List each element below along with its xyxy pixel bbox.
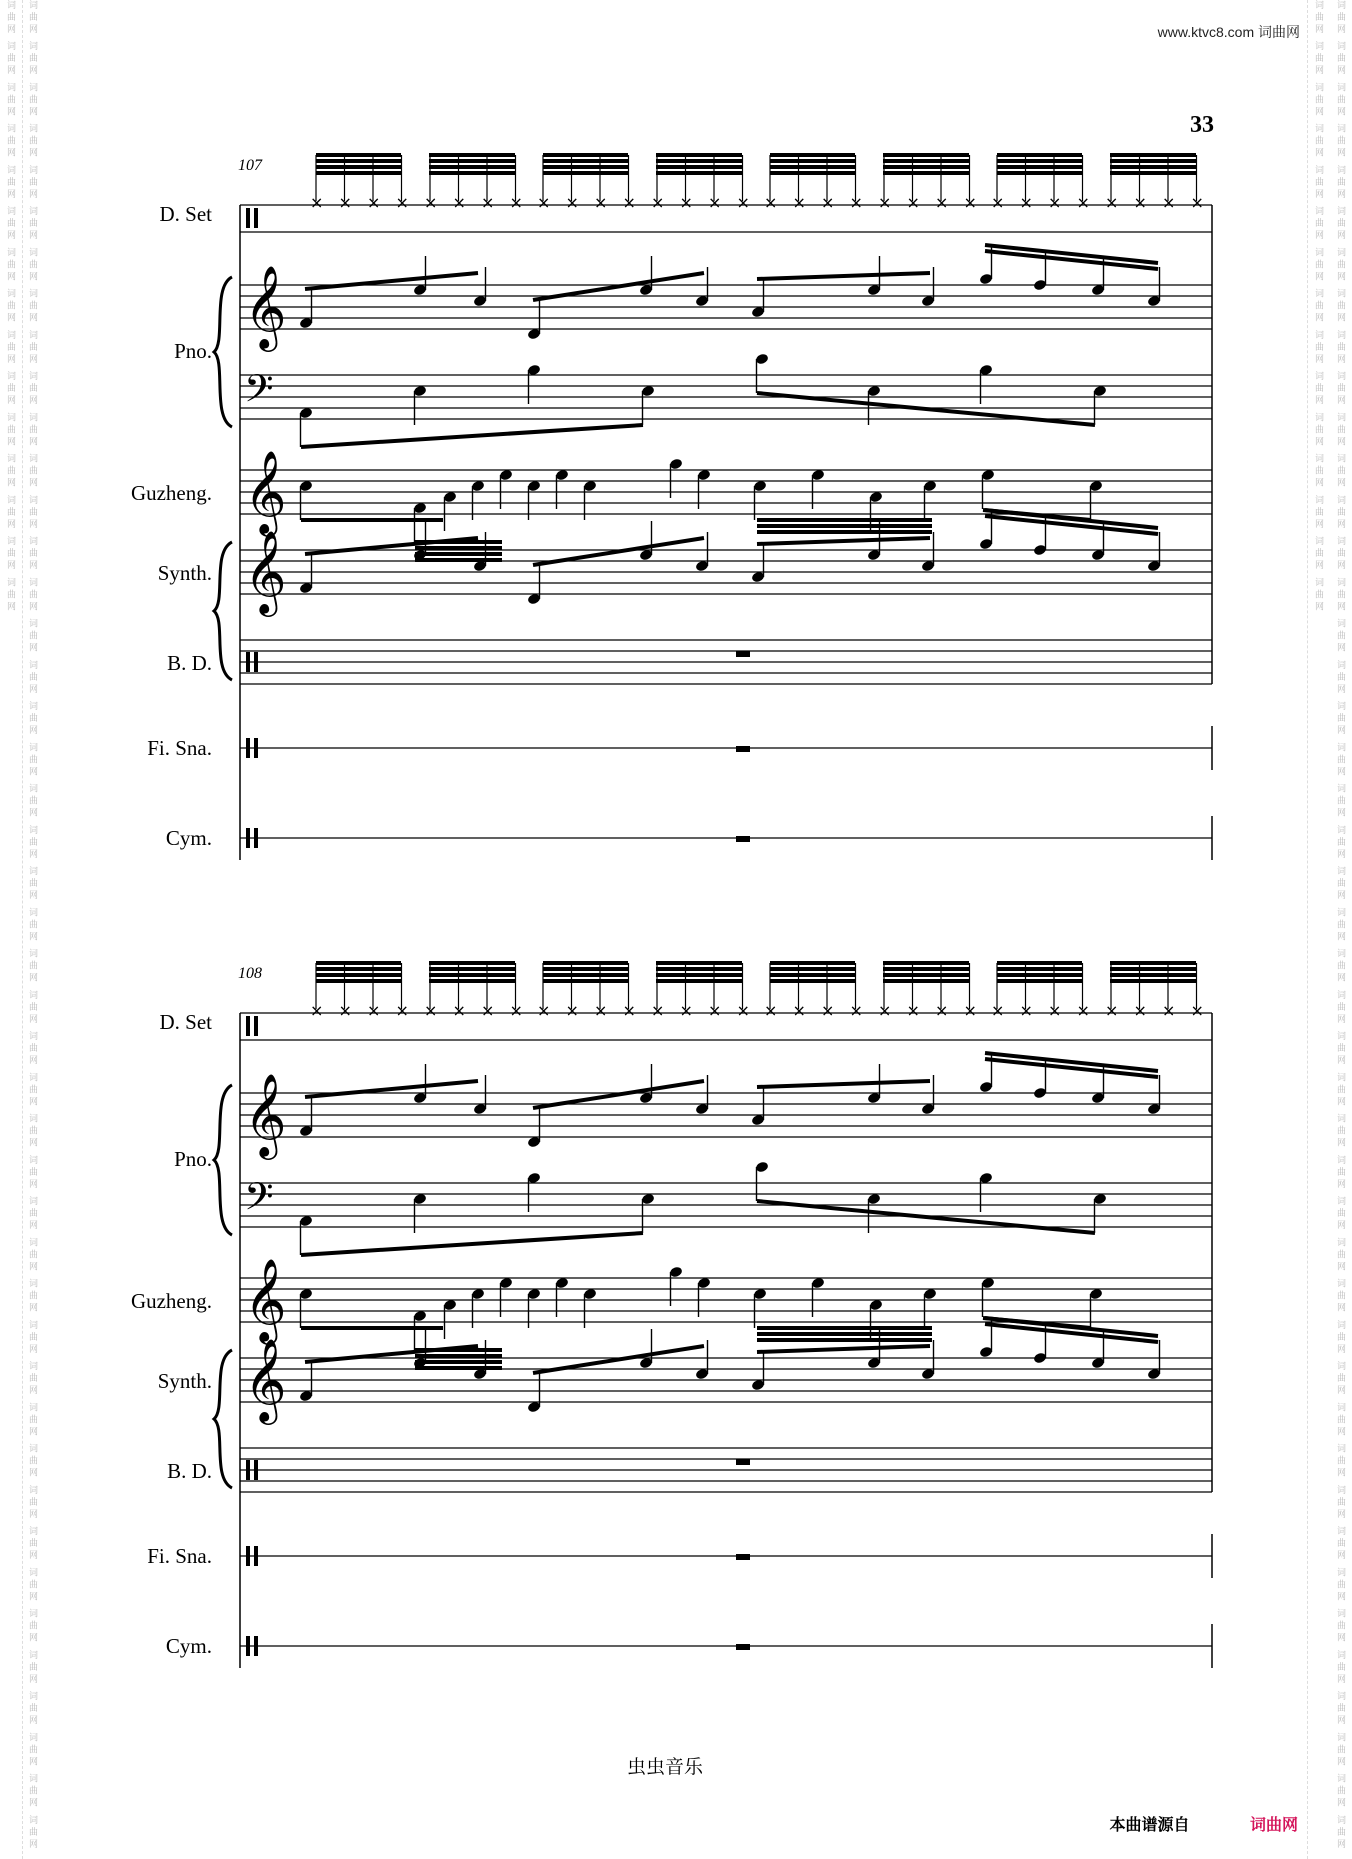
instrument-label: B. D. — [167, 651, 212, 675]
percussion-clef — [254, 828, 258, 848]
bass-clef: 𝄢 — [244, 1174, 274, 1228]
hihat-x: × — [991, 1001, 1005, 1020]
percussion-clef — [246, 1460, 250, 1480]
hihat-x: × — [1105, 193, 1119, 212]
percussion-clef — [246, 738, 250, 758]
hihat-x: × — [1048, 193, 1062, 212]
hihat-x: × — [1019, 193, 1033, 212]
hihat-x: × — [792, 193, 806, 212]
hihat-x: × — [1133, 193, 1147, 212]
bass-clef: 𝄢 — [244, 366, 274, 420]
system-2 — [131, 963, 1212, 1668]
hihat-x: × — [395, 1001, 409, 1020]
percussion-clef — [246, 652, 250, 672]
instrument-label: Fi. Sna. — [147, 736, 212, 760]
hihat-x: × — [906, 193, 920, 212]
instrument-label: Fi. Sna. — [147, 1544, 212, 1568]
hihat-x: × — [878, 1001, 892, 1020]
instrument-label: D. Set — [159, 1010, 212, 1034]
hihat-x: × — [651, 193, 665, 212]
publisher-footer: 虫虫音乐 — [626, 1757, 703, 1778]
beam — [757, 1081, 930, 1087]
hihat-x: × — [821, 193, 835, 212]
system-1 — [131, 155, 1212, 860]
treble-clef: 𝄞 — [244, 1072, 287, 1156]
hihat-x: × — [935, 193, 949, 212]
hihat-x: × — [1105, 1001, 1119, 1020]
whole-rest — [736, 1644, 750, 1650]
treble-clef: 𝄞 — [244, 1337, 287, 1421]
beam — [757, 393, 1095, 425]
treble-clef: 𝄞 — [244, 449, 287, 533]
hihat-x: × — [622, 1001, 636, 1020]
instrument-label: B. D. — [167, 1459, 212, 1483]
hihat-x: × — [1076, 193, 1090, 212]
hihat-x: × — [1190, 193, 1204, 212]
hihat-x: × — [338, 193, 352, 212]
measure-number: 107 — [238, 157, 262, 174]
percussion-clef — [254, 1636, 258, 1656]
hihat-x: × — [565, 193, 579, 212]
credit-site: 词曲网 — [1249, 1817, 1298, 1834]
beam — [305, 273, 478, 289]
hihat-x: × — [395, 193, 409, 212]
hihat-x: × — [963, 1001, 977, 1020]
whole-rest — [736, 1554, 750, 1560]
hihat-x: × — [338, 1001, 352, 1020]
hihat-x: × — [537, 1001, 551, 1020]
instrument-label: Guzheng. — [130, 481, 212, 505]
whole-rest — [736, 651, 750, 657]
hihat-x: × — [509, 1001, 523, 1020]
instrument-label: Cym. — [165, 826, 212, 850]
hihat-x: × — [651, 1001, 665, 1020]
beam — [757, 538, 930, 544]
instrument-label: D. Set — [159, 202, 212, 226]
instrument-label: Synth. — [157, 1369, 212, 1393]
beam — [757, 1346, 930, 1352]
hihat-x: × — [792, 1001, 806, 1020]
percussion-clef — [254, 738, 258, 758]
hihat-x: × — [849, 1001, 863, 1020]
whole-rest — [736, 746, 750, 752]
hihat-x: × — [452, 193, 466, 212]
brace — [214, 542, 232, 680]
percussion-clef — [254, 652, 258, 672]
hihat-x: × — [424, 1001, 438, 1020]
hihat-x: × — [991, 193, 1005, 212]
hihat-x: × — [452, 1001, 466, 1020]
hihat-x: × — [963, 193, 977, 212]
credit — [1110, 1812, 1298, 1835]
hihat-x: × — [1133, 1001, 1147, 1020]
hihat-x: × — [708, 193, 722, 212]
hihat-x: × — [310, 1001, 324, 1020]
hihat-x: × — [594, 1001, 608, 1020]
hihat-x: × — [622, 193, 636, 212]
hihat-x: × — [1048, 1001, 1062, 1020]
hihat-x: × — [367, 1001, 381, 1020]
percussion-clef — [246, 1016, 250, 1036]
brace — [214, 1350, 232, 1488]
hihat-x: × — [1162, 1001, 1176, 1020]
site-url: www.ktvc8.com 词曲网 — [1157, 24, 1300, 40]
percussion-clef — [246, 208, 250, 228]
percussion-clef — [246, 1636, 250, 1656]
treble-clef: 𝄞 — [244, 529, 287, 613]
hihat-x: × — [367, 193, 381, 212]
percussion-clef — [246, 1546, 250, 1566]
hihat-x: × — [764, 193, 778, 212]
hihat-x: × — [679, 193, 693, 212]
instrument-label: Synth. — [157, 561, 212, 585]
beam — [301, 1233, 643, 1255]
credit-prefix: 本曲谱源自 — [1109, 1817, 1190, 1834]
beam — [305, 1081, 478, 1097]
hihat-x: × — [906, 1001, 920, 1020]
instrument-label: Cym. — [165, 1634, 212, 1658]
percussion-clef — [246, 828, 250, 848]
hihat-x: × — [1190, 1001, 1204, 1020]
hihat-x: × — [594, 193, 608, 212]
measure-number: 108 — [238, 965, 262, 982]
hihat-x: × — [565, 1001, 579, 1020]
treble-clef: 𝄞 — [244, 264, 287, 348]
beam — [757, 273, 930, 279]
hihat-x: × — [481, 1001, 495, 1020]
hihat-x: × — [537, 193, 551, 212]
hihat-x: × — [424, 193, 438, 212]
hihat-x: × — [764, 1001, 778, 1020]
hihat-x: × — [310, 193, 324, 212]
whole-rest — [736, 836, 750, 842]
hihat-x: × — [878, 193, 892, 212]
percussion-clef — [254, 1546, 258, 1566]
hihat-x: × — [1076, 1001, 1090, 1020]
hihat-x: × — [935, 1001, 949, 1020]
hihat-x: × — [1019, 1001, 1033, 1020]
hihat-x: × — [481, 193, 495, 212]
instrument-label: Pno. — [174, 1147, 212, 1171]
margin-text: 词曲网 词曲网 词曲网 词曲网 词曲网 词曲网 词曲网 词曲网 词曲网 词曲网 词曲网 词曲网 词曲网 词曲网 词曲网 词曲网 词曲网 词曲网 词曲网 词曲网 词曲网 词曲网 词曲网 词曲网 词曲网 词曲网 词曲网 词曲网 词曲网 词曲网 词曲网 词曲网 词曲网 词曲网 词曲网 词曲网 词曲网 词曲网 词曲网 词曲网 词曲网 词曲网 词曲网 词曲网 词曲网 词曲网 词曲网 词曲网 词曲网 词曲网 词曲网 词曲网 词曲网 词曲网 词曲网 词曲网 词曲网 词曲网 词曲网 词曲网 — [1314, 0, 1346, 1851]
margin-text: 词曲网 词曲网 词曲网 词曲网 词曲网 词曲网 词曲网 词曲网 词曲网 词曲网 词曲网 词曲网 词曲网 词曲网 词曲网 词曲网 词曲网 词曲网 词曲网 词曲网 词曲网 词曲网 词曲网 词曲网 词曲网 词曲网 词曲网 词曲网 词曲网 词曲网 词曲网 词曲网 词曲网 词曲网 词曲网 词曲网 词曲网 词曲网 词曲网 词曲网 词曲网 词曲网 词曲网 词曲网 词曲网 词曲网 词曲网 词曲网 词曲网 词曲网 词曲网 词曲网 词曲网 词曲网 词曲网 词曲网 词曲网 词曲网 词曲网 词曲网 — [6, 0, 38, 1851]
hihat-x: × — [509, 193, 523, 212]
hihat-x: × — [1162, 193, 1176, 212]
percussion-clef — [254, 1460, 258, 1480]
percussion-clef — [254, 208, 258, 228]
hihat-x: × — [679, 1001, 693, 1020]
whole-rest — [736, 1459, 750, 1465]
brace — [214, 1085, 232, 1235]
hihat-x: × — [821, 1001, 835, 1020]
page-number: 33 — [1190, 112, 1214, 138]
brace — [214, 277, 232, 427]
hihat-x: × — [708, 1001, 722, 1020]
instrument-label: Guzheng. — [130, 1289, 212, 1313]
beam — [301, 425, 643, 447]
hihat-x: × — [736, 1001, 750, 1020]
treble-clef: 𝄞 — [244, 1257, 287, 1341]
percussion-clef — [254, 1016, 258, 1036]
instrument-label: Pno. — [174, 339, 212, 363]
hihat-x: × — [736, 193, 750, 212]
beam — [757, 1201, 1095, 1233]
hihat-x: × — [849, 193, 863, 212]
